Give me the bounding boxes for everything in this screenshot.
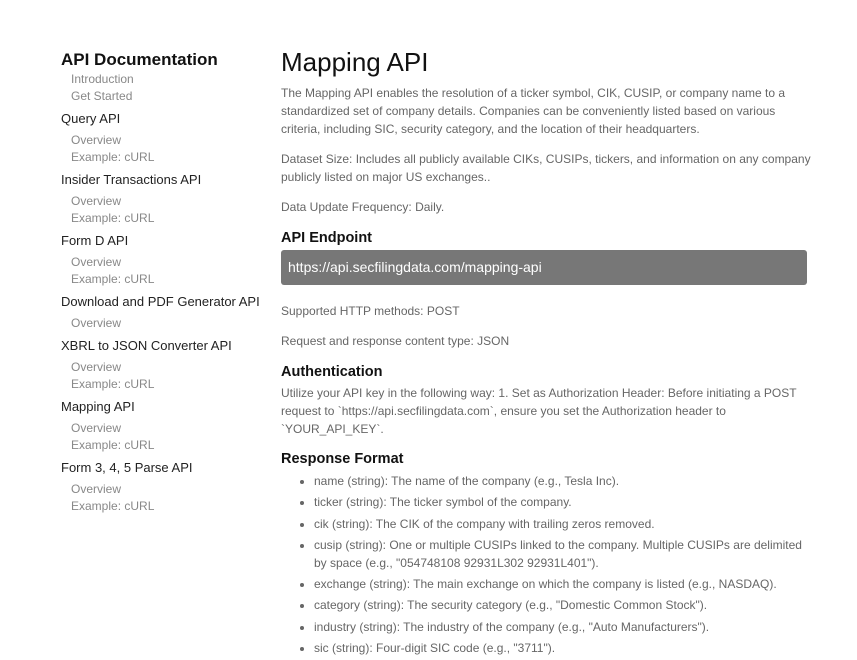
sidebar-intro-group [61,71,261,105]
list-item: • industry (string): The industry of the company (e.g., "Auto Manufacturers"). [314,618,811,636]
page-title: Mapping API [281,47,429,77]
list-item: • name (string): The name of the company (e.g., Tesla Inc). [314,472,811,490]
sidebar-link-overview[interactable]: Overview [71,421,122,435]
content-type: Request and response content type: JSON [281,334,510,348]
sidebar-section-query-api[interactable]: Query API [61,111,121,126]
sidebar-section-download-pdf-api[interactable]: Download and PDF Generator API [61,294,260,309]
sidebar-link-get-started[interactable]: Get Started [71,89,133,103]
sidebar-link-example-curl[interactable]: Example: cURL [71,499,155,513]
sidebar-link-overview[interactable]: Overview [71,316,122,330]
sidebar-link-example-curl[interactable]: Example: cURL [71,272,155,286]
sidebar-title: API Documentation [61,50,218,69]
sidebar [61,50,261,515]
endpoint-heading: API Endpoint [281,230,373,246]
list-item: • category (string): The security category (e.g., "Domestic Common Stock"). [314,596,811,614]
sidebar-link-overview[interactable]: Overview [71,194,122,208]
list-item: • exchange (string): The main exchange on which the company is listed (e.g., NASDAQ). [314,575,811,593]
sidebar-section-insider-transactions-api[interactable]: Insider Transactions API [61,172,202,187]
response-fields-list [281,472,811,657]
sidebar-link-example-curl[interactable]: Example: cURL [71,438,155,452]
dataset-size: Dataset Size: Includes all publicly available CIKs, CUSIPs, tickers, and information on any company publicly listed on major US exchanges.. [281,152,811,184]
sidebar-link-example-curl[interactable]: Example: cURL [71,211,155,225]
update-frequency: Data Update Frequency: Daily. [281,200,445,214]
sidebar-link-overview[interactable]: Overview [71,255,122,269]
auth-text: Utilize your API key in the following way: 1. Set as Authorization Header: Before initiating a POST request to `https://api.secfilingdata.com`, ensure you set the Authorization header to `YOUR_API_KEY`. [281,386,797,436]
endpoint-url-box[interactable]: https://api.secfilingdata.com/mapping-api [281,250,807,285]
list-item: • cik (string): The CIK of the company with trailing zeros removed. [314,515,811,533]
sidebar-link-overview[interactable]: Overview [71,360,122,374]
main-content [281,45,811,660]
description: The Mapping API enables the resolution of a ticker symbol, CIK, CUSIP, or company name to a standardized set of company details. Companies can be conveniently listed based on various criteria, including SIC, security category, and the location of their headquarters. [281,86,786,136]
sidebar-link-introduction[interactable]: Introduction [71,72,134,86]
list-item: • ticker (string): The ticker symbol of the company. [314,493,811,511]
sidebar-link-overview[interactable]: Overview [71,482,122,496]
sidebar-section-xbrl-json-api[interactable]: XBRL to JSON Converter API [61,338,232,353]
sidebar-link-example-curl[interactable]: Example: cURL [71,377,155,391]
sidebar-link-overview[interactable]: Overview [71,133,122,147]
response-heading: Response Format [281,451,404,467]
sidebar-section-form-d-api[interactable]: Form D API [61,233,129,248]
sidebar-section-form-345-api[interactable]: Form 3, 4, 5 Parse API [61,460,193,475]
list-item: • cusip (string): One or multiple CUSIPs linked to the company. Multiple CUSIPs are delimited by space (e.g., "054748108 92931L302 92931L401"). [314,536,811,572]
http-methods: Supported HTTP methods: POST [281,304,460,318]
sidebar-link-example-curl[interactable]: Example: cURL [71,150,155,164]
list-item: • sic (string): Four-digit SIC code (e.g., "3711"). [314,639,811,657]
sidebar-section-mapping-api[interactable]: Mapping API [61,399,135,414]
auth-heading: Authentication [281,364,383,380]
